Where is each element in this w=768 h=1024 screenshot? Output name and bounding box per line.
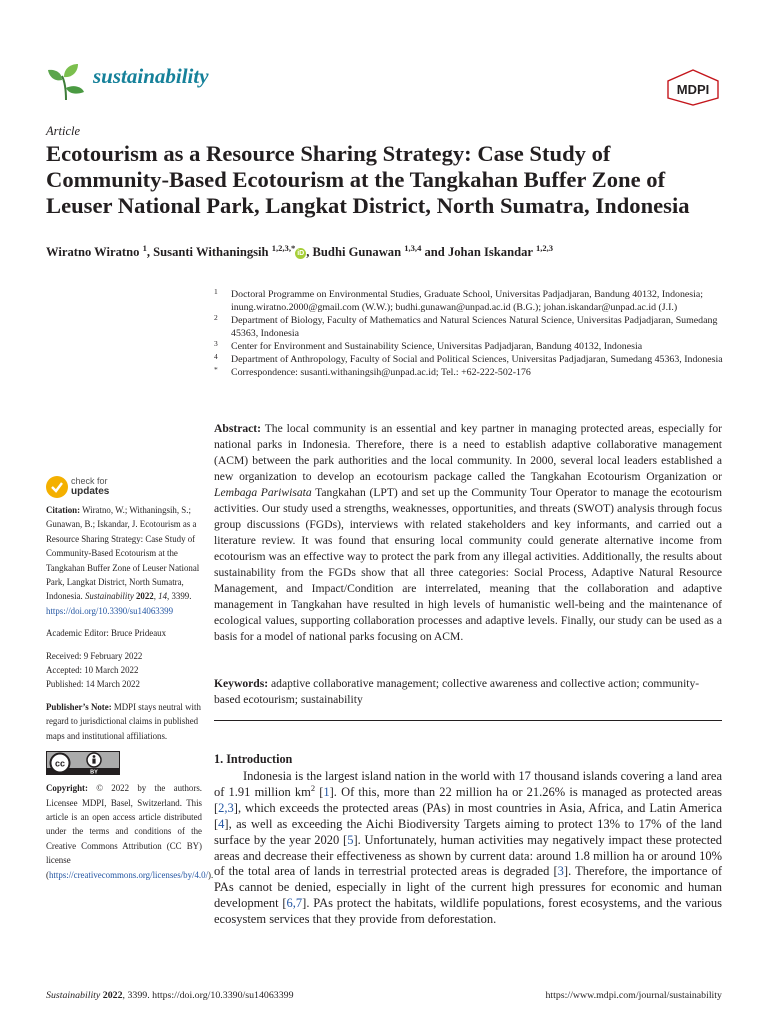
author-affil-sup: 1,2,3,* (271, 242, 296, 253)
author-name: Wiratno Wiratno (46, 245, 140, 259)
citation-pages: , 3399. (167, 591, 192, 602)
article-type: Article (46, 124, 81, 138)
footer-year: 2022 (102, 990, 123, 1001)
citation-doi-link[interactable]: https://doi.org/10.3390/su14063399 (46, 605, 174, 616)
cc-by-icon[interactable] (46, 751, 120, 775)
keywords-label: Keywords: (214, 677, 269, 690)
keywords-text: adaptive collaborative management; collective awareness and collective action; community-based ecotourism; sustainability (214, 677, 700, 706)
footer-journal: Sustainability (46, 990, 101, 1001)
publisher-note-label: Publisher’s Note: (46, 701, 112, 712)
check-updates-label: check for (71, 476, 108, 486)
footer-rest: , 3399. https://doi.org/10.3390/su14063399 (122, 990, 294, 1001)
footer-citation (46, 990, 294, 1001)
mdpi-logo-icon (664, 68, 722, 106)
date-accepted: Accepted: 10 March 2022 (46, 665, 139, 676)
leaf-logo-icon (46, 62, 86, 102)
author-name: Budhi Gunawan (312, 245, 402, 259)
author-sep: , (306, 245, 313, 259)
correspondence-item (214, 366, 734, 379)
academic-editor: Academic Editor: Bruce Prideaux (46, 628, 167, 639)
citation-label: Citation: (46, 505, 81, 515)
affiliation-text: Department of Biology, Faculty of Mathematics and Natural Sciences Natural Science, Universitas Padjadjaran, Sumedang 45363, Indonesia (231, 315, 718, 339)
author-sep: and (421, 245, 448, 259)
reference-link[interactable]: 3 (557, 864, 564, 879)
intro-text: Indonesia is the largest island nation in the world with 17 thousand islands covering a land area of 1.91 million km (214, 769, 722, 799)
section-divider (214, 720, 722, 721)
journal-name: sustainability (93, 64, 209, 88)
affiliation-item (214, 314, 734, 340)
article-title: Ecotourism as a Resource Sharing Strategy: Case Study of Community-Based Ecotourism at the Tangkahan Buffer Zone of Leuser National Park, Langkat District, North Sumatra, Indonesia (46, 141, 690, 218)
citation-year: 2022 (135, 591, 154, 602)
mdpi-logo-text: MDPI (676, 82, 710, 97)
copyright-block (46, 781, 214, 882)
reference-link[interactable]: 2,3 (218, 800, 234, 815)
copyright-end: ). (208, 869, 214, 880)
check-updates-icon (46, 476, 68, 498)
affiliation-item (214, 340, 734, 353)
abstract (214, 421, 722, 645)
correspondence-text: Correspondence: susanti.withaningsih@unpad.ac.id; Tel.: +62-222-502-176 (231, 367, 531, 378)
reference-link[interactable]: 4 (218, 816, 225, 831)
footer-journal-link[interactable]: https://www.mdpi.com/journal/sustainability (545, 990, 722, 1001)
publisher-note (46, 700, 202, 743)
affiliation-text: Center for Environment and Sustainability Science, Universitas Padjadjaran, Bandung 40132, Indonesia (231, 341, 643, 352)
date-published: Published: 14 March 2022 (46, 679, 140, 690)
intro-text: ]. Unfortunately, human activities may negatively impact these protected areas and decrease their effectiveness as shown by current data: around 1.8 million ha or around 10% of the total area of lands in terrestrial protected areas is degraded [ (214, 832, 723, 879)
by-text: BY (90, 769, 98, 776)
reference-link[interactable]: 5 (347, 832, 354, 847)
license-link[interactable]: https://creativecommons.org/licenses/by/4.0/ (48, 869, 209, 880)
check-updates-label-bold: updates (71, 486, 110, 497)
abstract-text: Tangkahan (LPT) and set up the Community Tour Operator to manage the ecotourism activities. Our study used a strengths, weaknesses, opportunities, and threats (SWOT) analysis through focus group discussions (FGDs), interviews with related stakeholders and key informants, and carried out a literature review. It was found that ensuring local community could generate alternative income from ecotourism was an effective way to protect the park from any illegal activities. Additionally, the results about sustainability from the FGDs show that all three categories: Social Process, Adaptive Natural Resource Management, and Impact/Condition are interrelated, meaning that the collaboration and adaptive management in Tangkahan have resulted in high levels of humanistic well-being and the maintenance of ecological values, supporting collaboration processes and adaptive levels. Finally, our study can be used as a basis for a model of national parks focusing on ACM. (214, 486, 722, 643)
affiliation-text: Department of Anthropology, Faculty of Social and Political Sciences, Universitas Padjadjaran, Sumedang 45363, Indonesia (231, 354, 723, 365)
citation-text: Wiratno, W.; Withaningsih, S.; Gunawan, B.; Iskandar, J. Ecotourism as a Resource Sharing Strategy: Case Study of Community-Based Ecotourism at the Tangkahan Buffer Zone of Leuser National Park, Langkat District, North Sumatra, Indonesia. (46, 505, 200, 602)
affiliation-item (214, 288, 734, 314)
orcid-icon[interactable]: iD (297, 250, 305, 257)
intro-text: ]. Of this, more than 22 million ha or 21.26% is managed as protected areas [ (214, 784, 722, 815)
affiliation-text: Doctoral Programme on Environmental Studies, Graduate School, Universitas Padjadjaran, Bandung 40132, Indonesia; inung.wiratno.2000@gmail.com (W.W.); budhi.gunawan@unpad.ac.id (B.G.); johan.iskandar@unpad.ac.id (J.I.) (231, 289, 703, 313)
check-updates-button[interactable] (46, 476, 156, 500)
author-name: Susanti Withaningsih (153, 245, 269, 259)
author-affil-sup: 1,2,3 (535, 242, 554, 253)
affiliation-number: 3 (214, 339, 218, 348)
intro-text: ]. Therefore, the importance of PAs cannot be denied, especially in light of the current high pressures for economic and human development [ (214, 864, 722, 911)
intro-paragraph (214, 769, 722, 928)
citation-volume: 14 (158, 591, 168, 602)
reference-link[interactable]: 1 (323, 784, 330, 799)
abstract-text: The local community is an essential and key partner in managing protected areas, especially for national parks in Indonesia. Therefore, there is a need to establish adaptive collaborative management (ACM) between the park authorities and the local community. In 2000, several local leaders established a new organization to develop an ecotourism package called the Tangkahan Ecotourism Organization or (214, 422, 723, 483)
affiliation-list (214, 288, 734, 379)
author-affil-sup: 1,3,4 (404, 242, 422, 253)
intro-text: ], which exceeds the protected areas (PAs) in most countries in Asia, Africa, and Latin America [ (214, 800, 722, 831)
affiliation-number: 1 (214, 287, 218, 296)
citation-journal: Sustainability (84, 591, 134, 602)
affiliation-number: * (214, 365, 218, 374)
abstract-label: Abstract: (214, 422, 262, 435)
cc-text: cc (54, 758, 66, 769)
author-affil-sup: 1 (142, 242, 147, 253)
copyright-label: Copyright: (46, 783, 88, 794)
citation-block: Citation: Wiratno, W.; Withaningsih, S.; Gunawan, B.; Iskandar, J. Ecotourism as a Resource Sharing Strategy: Case Study of Community-Based Ecotourism at the Tangkahan Buffer Zone of Leuser National Park, Langkat District, North Sumatra, Indonesia. Sustainability 2022, 14, 3399. https://doi.org/10.3390/su14063399 (46, 505, 200, 616)
section-heading: 1. Introduction (214, 752, 293, 766)
author-sep: , (146, 245, 154, 259)
intro-text: [ (315, 784, 324, 799)
abstract-italic-term: Lembaga Pariwisata (214, 486, 312, 499)
sidebar (46, 503, 214, 890)
date-received: Received: 9 February 2022 (46, 650, 143, 661)
affiliation-item (214, 353, 734, 366)
superscript: 2 (310, 782, 316, 793)
author-name: Johan Iskandar (447, 245, 533, 259)
copyright-text: © 2022 by the authors. Licensee MDPI, Basel, Switzerland. This article is an open access article distributed under the terms and conditions of the Creative Commons Attribution (CC BY) license ( (46, 783, 203, 880)
affiliation-number: 4 (214, 352, 218, 361)
keywords (214, 676, 722, 708)
reference-link[interactable]: 6,7 (286, 896, 303, 911)
publisher-note-text: MDPI stays neutral with regard to jurisdictional claims in published maps and institutional affiliations. (46, 701, 201, 741)
intro-text: ]. PAs protect the habitats, wildlife populations, forest ecosystems, and the various ecosystem services that they provide from deforestation. (214, 896, 723, 927)
intro-text: ], as well as exceeding the Aichi Biodiversity Targets aiming to protect 13% to 17% of the land surface by the year 2020 [ (214, 816, 722, 847)
dates-block (46, 649, 202, 692)
affiliation-number: 2 (214, 313, 218, 322)
author-list (46, 242, 736, 260)
